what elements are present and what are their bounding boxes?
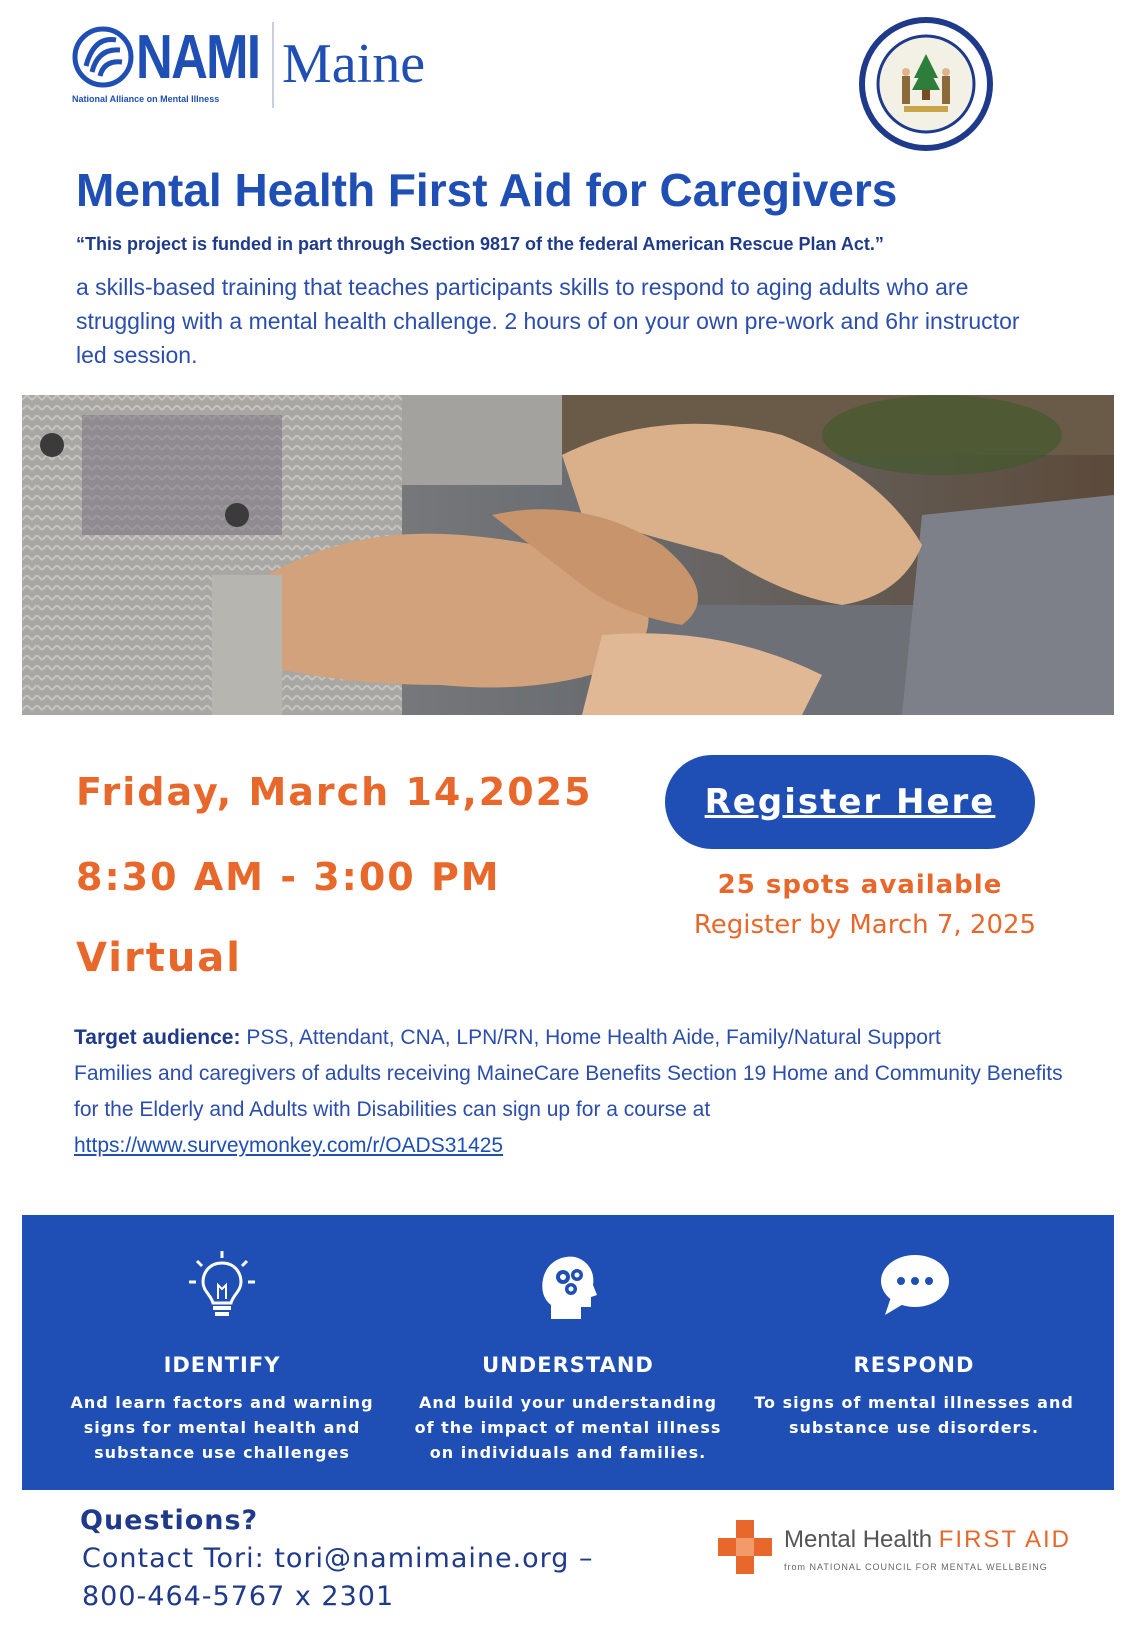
speech-bubble-icon [877, 1249, 951, 1323]
phone-number: 800-464-5767 x 2301 [82, 1581, 395, 1612]
pillar-text: And learn factors and warning signs for mental health and substance use challenges [70, 1393, 374, 1462]
event-date: Friday, March 14,2025 [76, 770, 593, 814]
email-link[interactable]: tori@namimaine.org [274, 1543, 570, 1574]
contact-info [82, 1540, 682, 1616]
contact-dash: – [569, 1543, 594, 1574]
mhfa-accent: FIRST AID [938, 1526, 1071, 1553]
target-audience [74, 1020, 1084, 1164]
audience-roles-text: PSS, Attendant, CNA, LPN/RN, Home Health Aide, Family/Natural Support [240, 1026, 941, 1049]
register-button[interactable] [665, 755, 1035, 849]
questions-heading: Questions? [80, 1505, 259, 1536]
mhfa-cross-icon [718, 1520, 774, 1576]
mhfa-name-text: Mental Health [784, 1526, 939, 1553]
mhfa-subtitle: from NATIONAL COUNCIL FOR MENTAL WELLBEING [784, 1562, 1048, 1572]
pillar-heading: RESPOND [853, 1353, 975, 1377]
pillars-band [22, 1215, 1114, 1490]
spots-available: 25 spots available [717, 870, 1003, 900]
contact-prefix: Contact Tori: [82, 1543, 275, 1574]
event-mode: Virtual [76, 935, 242, 981]
mhfa-name [784, 1526, 1071, 1554]
survey-link[interactable]: https://www.surveymonkey.com/r/OADS31425 [74, 1134, 504, 1157]
register-button-label: Register Here [704, 782, 996, 822]
pillar-heading: IDENTIFY [163, 1353, 281, 1377]
nami-swirl-icon [72, 26, 134, 88]
nami-state-name: Maine [282, 33, 426, 95]
pillar-text: To signs of mental illnesses and substance use disorders. [754, 1393, 1074, 1437]
audience-families: Families and caregivers of adults receiving MaineCare Benefits Section 19 Home and Community Benefits for the Elderly and Adults with Disabilities can sign up for a course at [74, 1062, 1063, 1121]
audience-label: Target audience: [74, 1026, 241, 1049]
event-time: 8:30 AM - 3:00 PM [76, 855, 501, 899]
nami-tagline: National Alliance on Mental Illness [72, 94, 220, 104]
head-gears-icon [531, 1249, 605, 1323]
dhhs-seal-icon [858, 16, 994, 152]
course-description: a skills-based training that teaches participants skills to respond to aging adults who are struggling with a mental health challenge. 2 hours of on your own pre-work and 6hr instructor led session. [76, 274, 1020, 368]
nami-wordmark: NAMI [136, 23, 260, 92]
audience-roles [74, 1020, 1084, 1056]
funding-note: “This project is funded in part through Section 9817 of the federal American Rescue Plan Act.” [76, 234, 884, 254]
lightbulb-icon [185, 1249, 259, 1323]
pillar-text: And build your understanding of the impact of mental illness on individuals and families. [414, 1393, 722, 1462]
pillar-heading: UNDERSTAND [482, 1353, 654, 1377]
page-title: Mental Health First Aid for Caregivers [76, 164, 898, 216]
logo-divider [272, 22, 274, 108]
register-deadline: Register by March 7, 2025 [693, 910, 1037, 940]
mhfa-logo [718, 1520, 1098, 1580]
holding-hands-photo [22, 395, 1114, 715]
nami-maine-logo [72, 22, 452, 112]
